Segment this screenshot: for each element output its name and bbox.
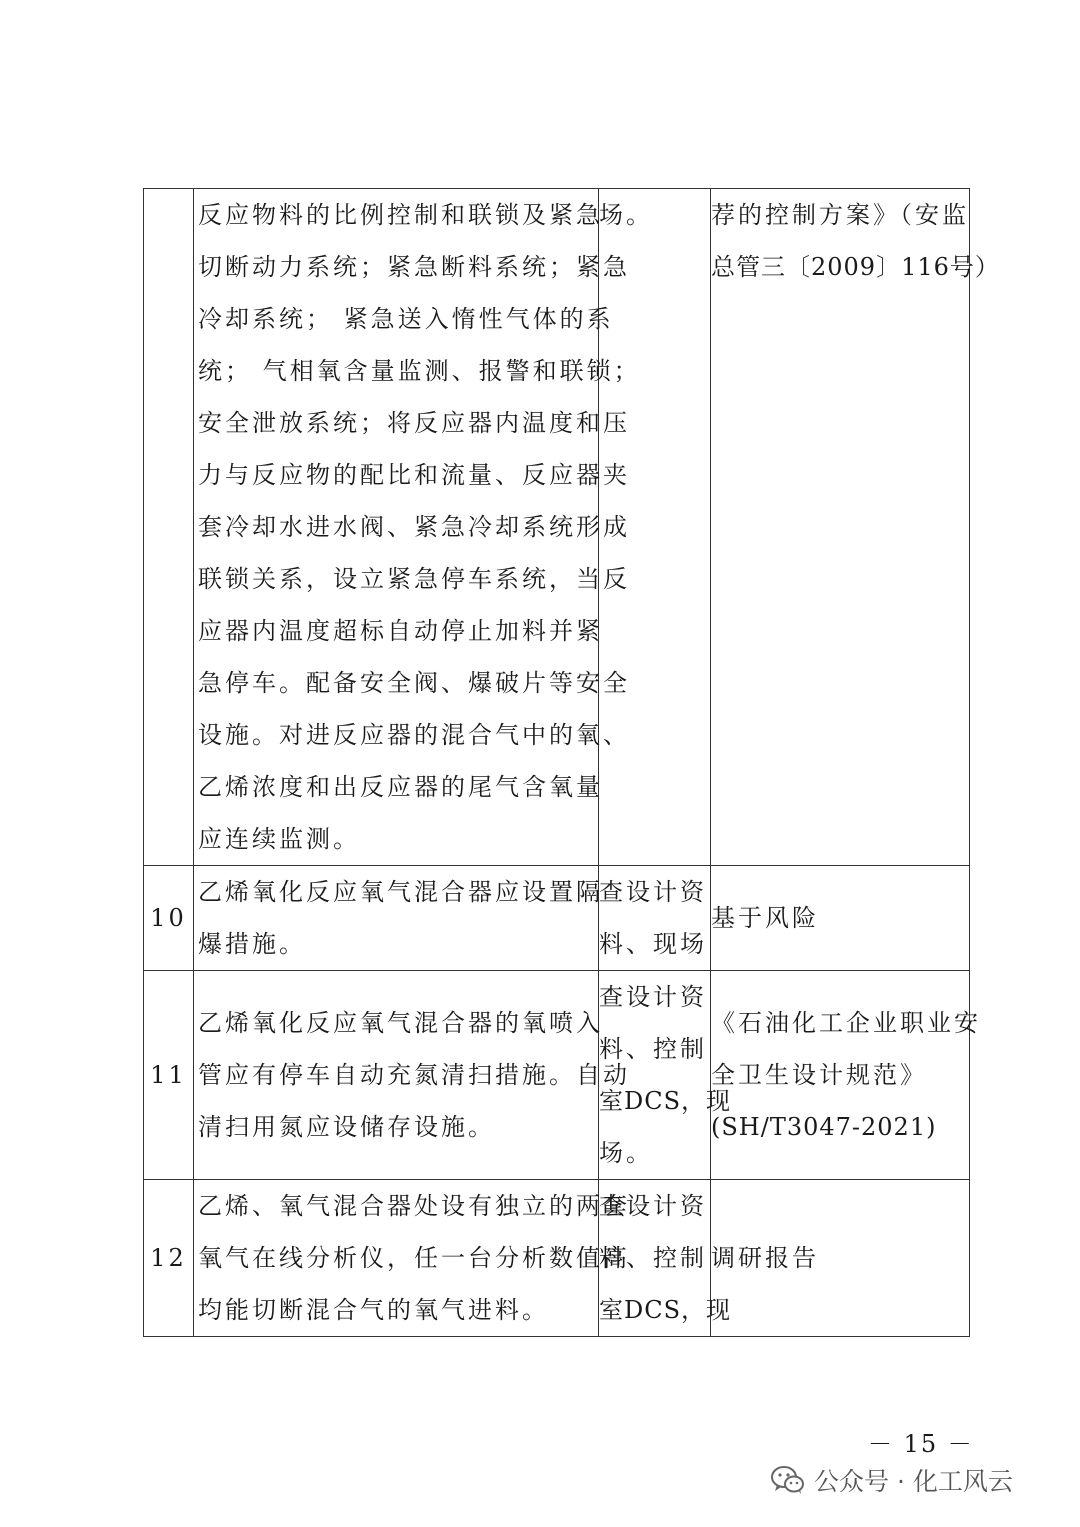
basis-cell <box>711 1180 970 1337</box>
basis-line: 荐的控制方案》（安监 <box>711 201 969 229</box>
requirement-line: 应器内温度超标自动停止加料并紧 <box>198 617 603 645</box>
requirement-line: 统； 气相氧含量监测、报警和联锁； <box>198 357 641 385</box>
method-line: 查设计资 <box>599 983 707 1011</box>
basis-cell <box>711 971 981 1180</box>
requirement-cell <box>194 1180 630 1337</box>
method-cell <box>599 971 732 1180</box>
row-number-cell: 12 <box>144 1180 194 1337</box>
requirement-line: 安全泄放系统；将反应器内温度和压 <box>198 409 630 437</box>
basis-line: 基于风险 <box>711 904 819 932</box>
requirement-line: 均能切断混合气的氧气进料。 <box>198 1296 549 1324</box>
requirement-line: 反应物料的比例控制和联锁及紧急 <box>198 201 603 229</box>
basis-line: 调研报告 <box>711 1244 819 1272</box>
requirement-line: 爆措施。 <box>198 930 306 958</box>
method-line: 场。 <box>599 1139 653 1167</box>
row-number-cell: 10 <box>144 866 194 971</box>
requirement-line: 乙烯氧化反应氧气混合器应设置隔 <box>198 878 603 906</box>
requirement-line: 乙烯、氧气混合器处设有独立的两套 <box>198 1192 630 1220</box>
basis-cell <box>711 866 970 971</box>
requirement-line: 乙烯浓度和出反应器的尾气含氧量 <box>198 773 603 801</box>
requirement-line: 管应有停车自动充氮清扫措施。自动 <box>198 1061 630 1089</box>
requirement-line: 联锁关系，设立紧急停车系统，当反 <box>198 565 630 593</box>
table-row <box>144 1180 970 1337</box>
method-line: 查设计资 <box>599 878 707 906</box>
table-row <box>144 189 970 866</box>
method-line: 场。 <box>599 201 653 229</box>
requirement-line: 套冷却水进水阀、紧急冷却系统形成 <box>198 513 630 541</box>
method-line: 室DCS，现 <box>599 1087 732 1115</box>
row-number-cell: 11 <box>144 971 194 1180</box>
basis-line: 总管三〔2009〕116号） <box>711 253 1000 281</box>
method-line: 查设计资 <box>599 1192 707 1220</box>
table-row <box>144 866 970 971</box>
method-cell <box>599 1180 732 1337</box>
wechat-icon <box>770 1464 806 1496</box>
requirement-line: 切断动力系统；紧急断料系统；紧急 <box>198 253 630 281</box>
requirement-line: 冷却系统； 紧急送入惰性气体的系 <box>198 305 614 333</box>
basis-line: (SH/T3047-2021) <box>711 1113 937 1141</box>
requirement-line: 氧气在线分析仪，任一台分析数值高 <box>198 1244 630 1272</box>
method-line: 料、现场 <box>599 930 707 958</box>
table-row <box>144 971 970 1180</box>
method-line: 室DCS，现 <box>599 1296 732 1324</box>
method-cell <box>599 866 711 971</box>
requirement-line: 设施。对进反应器的混合气中的氧、 <box>198 721 630 749</box>
method-line: 料、控制 <box>599 1035 707 1063</box>
requirement-cell <box>194 866 603 971</box>
requirement-line: 应连续监测。 <box>198 825 360 853</box>
requirement-line: 力与反应物的配比和流量、反应器夹 <box>198 461 630 489</box>
requirement-cell <box>194 189 641 866</box>
method-line: 料、控制 <box>599 1244 707 1272</box>
requirements-table <box>143 188 1000 1337</box>
page-number: － 15 － <box>868 1430 974 1458</box>
row-number-cell <box>144 189 194 866</box>
watermark <box>770 1460 1013 1500</box>
basis-line: 全卫生设计规范》 <box>711 1061 927 1089</box>
basis-line: 《石油化工企业职业安 <box>711 1009 981 1037</box>
requirement-line: 清扫用氮应设储存设施。 <box>198 1113 495 1141</box>
watermark-text: 公众号 · 化工风云 <box>814 1467 1013 1496</box>
requirement-line: 急停车。配备安全阀、爆破片等安全 <box>198 669 630 697</box>
basis-cell <box>711 189 1000 866</box>
requirement-line: 乙烯氧化反应氧气混合器的氧喷入 <box>198 1009 603 1037</box>
requirement-cell <box>194 971 630 1180</box>
